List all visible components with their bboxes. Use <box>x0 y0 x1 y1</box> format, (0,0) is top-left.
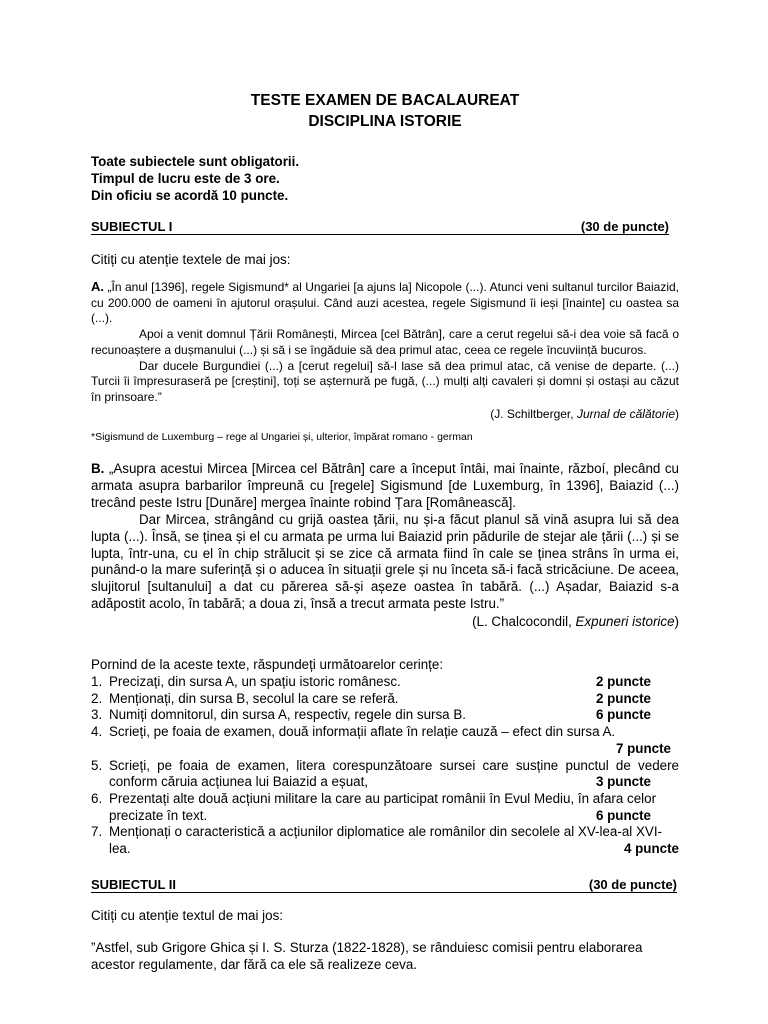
source-b-label: B. <box>91 461 105 476</box>
source-a <box>91 279 679 422</box>
source-b-reference: (L. Chalcocondil, Expuneri istorice) <box>472 614 679 630</box>
subject-2-label: SUBIECTUL II <box>91 877 176 892</box>
subject-2-quote: ”Astfel, sub Grigore Ghica și I. S. Sturza (1822-1828), se rânduiesc comisii pentru elaborarea acestor regulamente, dar fără ca ele să realizeze ceva. <box>91 940 643 972</box>
subject-2-points: (30 de puncte) <box>588 877 677 892</box>
subject-2-header <box>91 877 677 893</box>
footnote: *Sigismund de Luxemburg – rege al Ungariei și, ulterior, împărat romano - german <box>91 431 473 443</box>
task-points: 4 puncte <box>623 841 679 857</box>
subject-1-points: (30 de puncte) <box>580 219 669 234</box>
source-b-paragraph: „Asupra acestui Mircea [Mircea cel Bătrân] care a început întâi, mai înainte, războí, plecând cu armata asupra barbarilor împreună cu [regele] Sigismund [de Luxemburg, în 1396], Baiazid (...) trecând peste Istru [Dunăre] mergea înainte robind Țara [Românească]. <box>91 461 679 510</box>
task-item: 3. Numiți domnitorul, din sursa A, respectiv, regele din sursa B. 6 puncte <box>91 707 651 723</box>
task-item: 2. Menționați, din sursa B, secolul la care se referă. 2 puncte <box>91 690 651 706</box>
task-points: 2 puncte <box>595 674 651 689</box>
instructions <box>91 153 299 204</box>
source-a-label: A. <box>91 279 104 294</box>
subject-2-lead: Citiți cu atenție textul de mai jos: <box>91 908 284 923</box>
source-b-paragraph: Dar Mircea, strângând cu grijă oastea țării, nu și-a făcut planul să vină asupra lui să dea lupta (...). Însă, se ținea și el cu armata pe urma lui Baiazid prin pădurile de stejar ale țării (...) și se lupta, într-una, cu el în chip strălucit și se zice că armata fiind în cale se ținea strâns în urma ei, punând-o la mare suferință și o aducea în situații grele și nu înceta să-i facă stricăciune. De aceea, slujitorul [sultanului] a dat cu părerea să-și așeze oastea în tabără. (...) Așadar, Baiazid s-a adăpostit acolo, în tabără; a doua zi, însă a trecut armata peste Istru.” <box>91 511 679 612</box>
task-item: 7. Menționați o caracteristică a acțiunilor diplomatice ale românilor din secolele al XV-lea-al XVI-lea. 4 puncte <box>91 824 679 857</box>
subject-1-label: SUBIECTUL I <box>91 219 173 234</box>
task-list <box>91 674 679 858</box>
source-a-reference: (J. Schiltberger, Jurnal de călătorie) <box>490 406 679 421</box>
task-item: 6. Prezentați alte două acțiuni militare la care au participat românii în Evul Mediu, în afara celor precizate în text. 6 puncte <box>91 790 657 823</box>
instruction-line: Din oficiu se acordă 10 puncte. <box>91 188 289 203</box>
task-points: 6 puncte <box>595 707 651 723</box>
exam-title: TESTE EXAMEN DE BACALAUREAT <box>250 92 520 109</box>
subject-1-lead: Citiți cu atenție textele de mai jos: <box>91 252 291 267</box>
source-a-paragraph: Dar ducele Burgundiei (...) a [cerut regelui] să-l lase să dea primul atac, că venise de departe. (...) Turcii îi împresuraseră pe [creștini], toți se așternură pe fugă, (...) mulți alți cavaleri și domni și ostași au căzut în prinsoare.” <box>91 358 679 404</box>
subject-1-header <box>91 219 669 235</box>
task-points: 3 puncte <box>595 774 651 790</box>
exam-subtitle: DISCIPLINA ISTORIE <box>308 113 462 130</box>
task-item: 1. Precizați, din sursa A, un spațiu istoric românesc. 2 puncte <box>91 674 651 689</box>
source-b <box>91 461 679 631</box>
task-points: 7 puncte <box>615 740 671 756</box>
task-item: 4. Scrieți, pe foaia de examen, două informații aflate în relație cauză – efect din sursa A. 7 puncte <box>91 724 679 757</box>
source-a-paragraph: Apoi a venit domnul Țării Românești, Mircea [cel Bătrân], care a cerut regelui să-i dea voie să facă o recunoaștere a dușmanului (...) și să i se îngăduie să dea primul atac, ceea ce regele încuviință bucuros. <box>91 327 679 357</box>
instruction-line: Toate subiectele sunt obligatorii. <box>91 154 300 169</box>
tasks-lead: Pornind de la aceste texte, răspundeți următoarelor cerințe: <box>91 657 444 672</box>
task-item: 5. Scrieți, pe foaia de examen, litera corespunzătoare sursei care susține punctul de vedere conform căruia acțiunea lui Baiazid a eșuat, 3 puncte <box>91 757 679 790</box>
instruction-line: Timpul de lucru este de 3 ore. <box>91 171 280 186</box>
task-points: 6 puncte <box>595 807 651 823</box>
task-points: 2 puncte <box>595 690 651 706</box>
source-a-paragraph: „În anul [1396], regele Sigismund* al Ungariei [a ajuns la] Nicopole (...). Atunci veni sultanul turcilor Baiazid, cu 200.000 de oameni în ajutorul orașului. Când auzi acestea, regele Sigismund îi ieși [înainte] cu oastea sa (...). <box>91 280 679 326</box>
